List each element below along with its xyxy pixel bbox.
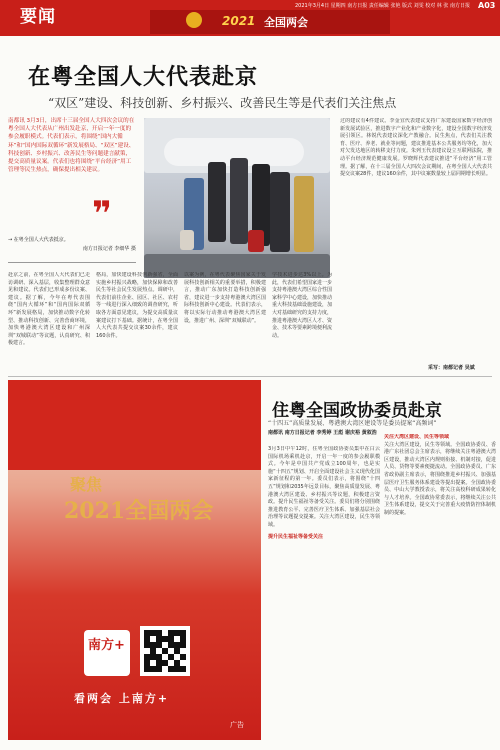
subheadline-2: “十四五”高质量发展、粤港澳大湾区建设等是委员提案“高频词”: [268, 420, 437, 427]
story-right-column: 过的建议有4件建议。李金宜代表建议支持广东建设国家数字经济创新发展试验区，推进数字产业化和产业数字化，建设全国数字经济发展引领区。林锐代表建议深化产教融合。民生焦点，代表们关注教育、医疗、养老、就业等问题，建议推进基本公共服务均等化，加大对欠发达地区的转移支付力度。朱列玉代表建议设立互联网法院，推动平台经济规范健康发展。罗晓辉代表建议推进“平台经济”用工管理。据了解，在十三届全国人大四次会议期间，在粤全国人大代表共提交议案28件，建议160余件，其中议案数量较上届同期增长明显。: [340, 118, 492, 178]
caption-line: → 在粤全国人大代表抵京。: [8, 237, 69, 243]
band-title: 全国两会: [264, 16, 308, 29]
section-divider: [8, 376, 492, 377]
headline-2: 住粤全国政协委员赴京: [272, 401, 442, 421]
story2-left-column: [268, 446, 380, 746]
year-logo: 2021: [222, 14, 256, 28]
quote-icon: ❞: [92, 194, 112, 234]
story-column-1: 赴京之前，在粤全国人大代表们已走访调研、深入基层，收集整理群众意见和建议。代表们已形成多份议案、建议。据了解，今年在粤代表围绕“国内大循环”和“国内国际双循环”新发展格局，加快推动数字化转型、推动科技创新、完善营商环境，加快粤港澳大湾区建设和广州深圳“双城联动”等议题，认真研究、积极建言。: [8, 272, 90, 347]
ad-tag: 广告: [230, 721, 244, 729]
ad-title-top: 聚焦: [70, 475, 103, 494]
story-byline: 采写：南都记者 吴斌: [428, 365, 475, 371]
story2-right-text: 关注大湾区建设，民生等领域。全国政协委员、香港广东社团总会主席表示，将继续关注粤港澳大湾区建设，推动大湾区内规则衔接、机制对接，促进人员、货物等要素便捷流动。全国政协委员、广东省政协副主席表示，将围绕推进乡村振兴、加强基层医疗卫生服务体系建设等提出提案。全国政协委员、中山大学教授表示，将关注高校科研成果转化与人才培养。全国政协常委表示，将继续关注公共卫生体系建设，提交关于完善重大疫情防控体制机制的提案。: [384, 441, 496, 516]
ad-logo-text: 南方+: [88, 638, 125, 653]
qr-code-icon[interactable]: [140, 626, 190, 676]
advertisement[interactable]: [8, 380, 261, 740]
dateline: 2021年3月4日 星期四 南方日报 责任编辑 张艳 版式 刘雯 校对 林 张 南方日报: [295, 3, 470, 9]
story2-right-column: [384, 434, 496, 740]
ad-title: 2021全国两会: [64, 498, 214, 524]
ad-logo: [84, 630, 130, 676]
story2-subhead-1: 提升民生福祉等备受关注: [268, 533, 324, 540]
page-number: A03: [478, 1, 496, 10]
headline: 在粤全国人大代表赴京: [28, 64, 259, 90]
ad-top-band: [8, 380, 261, 470]
story2-left-text: 3月3日中午12时，住粤全国政协委员集中在白云国际机场乘机赴京，开启一年一度的参会履职模式。今年是中国共产党成立100周年，也是实施“十四五”规划、开启全面建设社会主义现代化国家新征程的第一年。委员们表示，将围绕“十四五”规划和2035年远景目标，聚焦高质量发展、粤港澳大湾区建设、乡村振兴等议题，积极建言资政。提升民生福祉等备受关注。委员们将分别围绕推进教育公平、完善医疗卫生体系、加强基层社会治理等议题提交提案。关注大湾区建设，民生等领域。: [268, 446, 380, 528]
photo-caption: [8, 236, 136, 254]
subheadline: “双区”建设、科技创新、乡村振兴、改善民生等是代表们关注焦点: [48, 96, 397, 110]
story-column-4: 学技术进步达3%以上。为此，代表们希望国家进一步支持粤港澳大湾区综合性国家科学中心建设，加快推动重大科技基础设施建设，加大对基础研究的支持力度，推进粤港澳大湾区人才、资金、技术等要素跨境便利流动。: [272, 272, 332, 339]
emblem-icon: [186, 12, 202, 28]
news-photo: [144, 118, 330, 278]
qr-cell: [180, 666, 186, 672]
caption-rule: [8, 262, 136, 263]
caption-credit: 南方日报记者 李细华 摄: [82, 246, 136, 252]
story-column-2: 格局，加快建设科技创新强省，全面实施乡村振兴战略，加快保障和改善民生等社会民生发展热点。调研中，代表们前往企业、园区、社区、农村等一线进行深入细致的调查研究，听取各方面意见建议，为提交高质量议案建议打下基础。据统计，在粤全国人大代表共提交议案30余件，建议160余件。: [96, 272, 178, 339]
lead-paragraph: 南都讯 3月3日，出席十三届全国人大四次会议的在粤全国人大代表从广州出发赴京，开启一年一度的参会履职模式。代表们表示，将围绕“国内大循环”和“国内国际双循环”新发展格局、“双区”建设、科技创新、乡村振兴、改善民生等问题建言献策，提交高质量议案。代表们也将围绕“平台经济”用工管理等民生热点，确保提出相关建议。: [8, 118, 135, 174]
story2-byline: 南都讯 南方日报记者 李秀婷 王彪 谢庆裕 黄叙浩: [268, 430, 377, 436]
story2-subhead-2: 关注大湾区建设、民生等领域: [384, 434, 450, 440]
ad-slogan: 看两会 上南方+: [74, 692, 170, 705]
section-label: 要闻: [20, 7, 56, 27]
qr-pattern: [144, 630, 186, 672]
story-column-3: 以案为例，在粤代表聚焦国家关于发展科技创新相关的重要举措，积极建言，推动广东加快打造科技创新强省，建议进一步支持粤港澳大湾区国际科技创新中心建设。代表们表示，将以实际行动推动粤港澳大湾区建设，推进广州、深圳“双城联动”。: [184, 272, 266, 324]
